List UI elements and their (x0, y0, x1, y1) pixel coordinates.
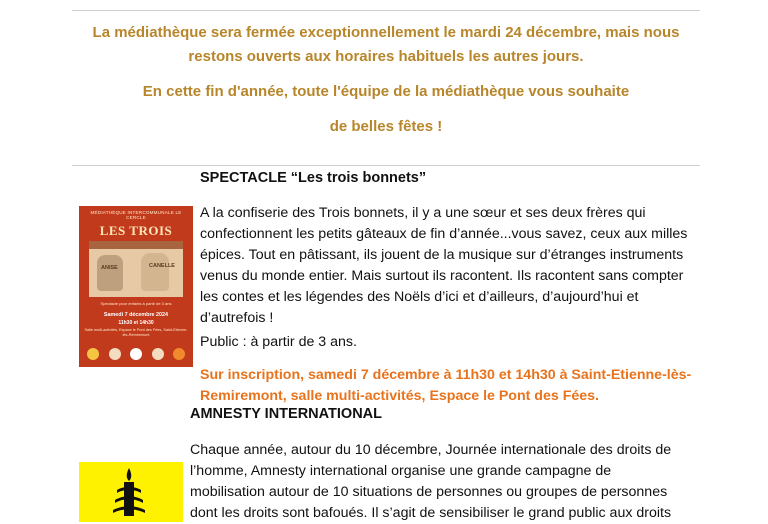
poster-partner-logos (87, 348, 185, 362)
description-line: confectionnent les petits gâteaux de fin d’année...vous savez, ceux aux milles (200, 226, 688, 242)
partner-logo-icon (87, 348, 99, 360)
amnesty-candle-logo (79, 462, 183, 522)
closure-notice-line-1: La médiathèque sera fermée exceptionnellement le mardi 24 décembre, mais nous (92, 24, 680, 41)
description-line: A la confiserie des Trois bonnets, il y a une sœur et ses deux frères qui (200, 205, 646, 221)
partner-logo-icon (152, 348, 164, 360)
greeting-line-2: de belles fêtes ! (329, 118, 443, 135)
spectacle-title: SPECTACLE “Les trois bonnets” (200, 170, 427, 186)
poster-illustration (89, 241, 183, 297)
amnesty-title: AMNESTY INTERNATIONAL (190, 406, 382, 422)
spectacle-registration (200, 365, 691, 407)
description-line: Chaque année, autour du 10 décembre, Journée internationale des droits de (190, 442, 672, 458)
description-line: épices. Tout en pâtissant, ils jouent de la musique sur d’étranges instruments (200, 247, 684, 263)
description-line: venus du monde entier. Mais surtout ils racontent. Ils racontent sans compter (200, 268, 684, 284)
greeting-line-1: En cette fin d'année, toute l'équipe de la médiathèque vous souhaite (142, 83, 630, 100)
partner-logo-icon (109, 348, 121, 360)
description-line: l’homme, Amnesty international organise une grande campagne de (190, 463, 612, 479)
registration-line: Remiremont, salle multi-activités, Espace le Pont des Fées. (200, 388, 599, 404)
partner-logo-icon (130, 348, 142, 360)
description-line: les contes et les légendes des Noëls d’ici et d’ailleurs, d’aujourd’hui et (200, 289, 639, 305)
poster-tag-right: CANELLE (149, 263, 175, 269)
poster-place: Salle multi-activités, Espace le Pont des Fées, Saint-Etienne-lès-Remiremont (84, 328, 188, 337)
registration-line: Sur inscription, samedi 7 décembre à 11h30 et 14h30 à Saint-Etienne-lès- (200, 367, 692, 383)
spectacle-poster (79, 206, 193, 367)
poster-subtitle: Spectacle pour enfants à partir de 3 ans (100, 301, 172, 306)
poster-header: MÉDIATHÈQUE INTERCOMMUNALE LE CERCLE (90, 210, 182, 220)
closure-notice-line-2: restons ouverts aux horaires habituels les autres jours. (188, 48, 584, 65)
poster-tag-left: ANISE (101, 265, 118, 271)
description-line: dont les droits sont bafoués. Il s’agit de sensibiliser le grand public aux droits (190, 505, 672, 521)
section-divider (72, 165, 700, 166)
partner-logo-icon (173, 348, 185, 360)
candle-icon (79, 462, 183, 522)
amnesty-description (190, 440, 671, 524)
spectacle-description (200, 203, 687, 329)
description-line: mobilisation autour de 10 situations de personnes ou groupes de personnes (190, 484, 668, 500)
poster-title: LES TROIS (99, 223, 173, 238)
poster-date: Samedi 7 décembre 2024 (103, 312, 169, 318)
description-line: d’autrefois ! (200, 310, 274, 326)
poster-times: 11h30 et 14h30 (118, 320, 154, 326)
spectacle-audience: Public : à partir de 3 ans. (200, 334, 357, 350)
top-divider (72, 10, 700, 11)
